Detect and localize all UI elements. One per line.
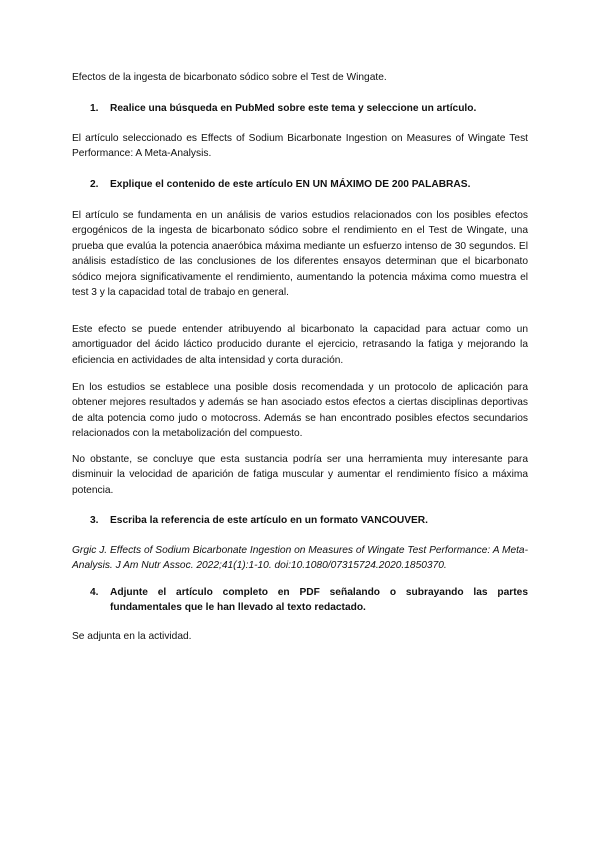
question-1-number: 1.	[90, 103, 99, 114]
question-3-number: 3.	[90, 515, 99, 526]
question-1	[90, 101, 528, 116]
answer-2-paragraph-2: Este efecto se puede entender atribuyendo al bicarbonato la capacidad para actuar como un amortiguador del ácido láctico producido durante el ejercicio, retrasando la fatiga y mejorando la eficiencia en actividades de alta intensidad y corta duración.	[72, 324, 528, 366]
answer-4: Se adjunta en la actividad.	[72, 631, 192, 642]
question-2-text: Explique el contenido de este artículo EN UN MÁXIMO DE 200 PALABRAS.	[110, 179, 471, 190]
question-2	[90, 177, 528, 192]
answer-2-paragraph-1: El artículo se fundamenta en un análisis de varios estudios relacionados con los posibles efectos ergogénicos de la ingesta de bicarbonato sódico sobre el rendimiento en el Test de Wingate, una prueba que evalúa la potencia anaeróbica máxima mediante un esfuerzo intenso de 30 segundos. El análisis estadístico de las conclusiones de los diferentes ensayos determinan que el bicarbonato sódico mejora significativamente el rendimiento, aumentando la potencia máxima como muestra el test 3 y la capacidad total de trabajo en general.	[72, 210, 528, 299]
answer-1: El artículo seleccionado es Effects of Sodium Bicarbonate Ingestion on Measures of Wingate Test Performance: A Meta-Analysis.	[72, 133, 528, 160]
question-4-number: 4.	[90, 587, 99, 598]
question-3	[90, 513, 528, 528]
question-4-text: Adjunte el artículo completo en PDF señalando o subrayando las partes fundamentales que le han llevado al texto redactado.	[110, 587, 528, 614]
question-2-number: 2.	[90, 179, 99, 190]
answer-3-reference: Grgic J. Effects of Sodium Bicarbonate Ingestion on Measures of Wingate Test Performance: A Meta-Analysis. J Am Nutr Assoc. 2022;41(1):1-10. doi:10.1080/07315724.2020.1850370.	[72, 545, 528, 572]
question-4	[90, 585, 528, 616]
answer-2-paragraph-3: En los estudios se establece una posible dosis recomendada y un protocolo de aplicación para obtener mejores resultados y además se han asociado estos efectos a ciertas disciplinas deportivas de alta potencia como judo o motocross. Además se han encontrado posibles efectos secundarios relacionados con la metabolización del compuesto.	[72, 382, 528, 440]
intro-line: Efectos de la ingesta de bicarbonato sódico sobre el Test de Wingate.	[72, 72, 387, 83]
answer-2-paragraph-4: No obstante, se concluye que esta sustancia podría ser una herramienta muy interesante para disminuir la velocidad de aparición de fatiga muscular y aumentar el rendimiento físico a máxima potencia.	[72, 454, 528, 496]
question-1-text: Realice una búsqueda en PubMed sobre este tema y seleccione un artículo.	[110, 103, 477, 114]
question-3-text: Escriba la referencia de este artículo en un formato VANCOUVER.	[110, 515, 428, 526]
